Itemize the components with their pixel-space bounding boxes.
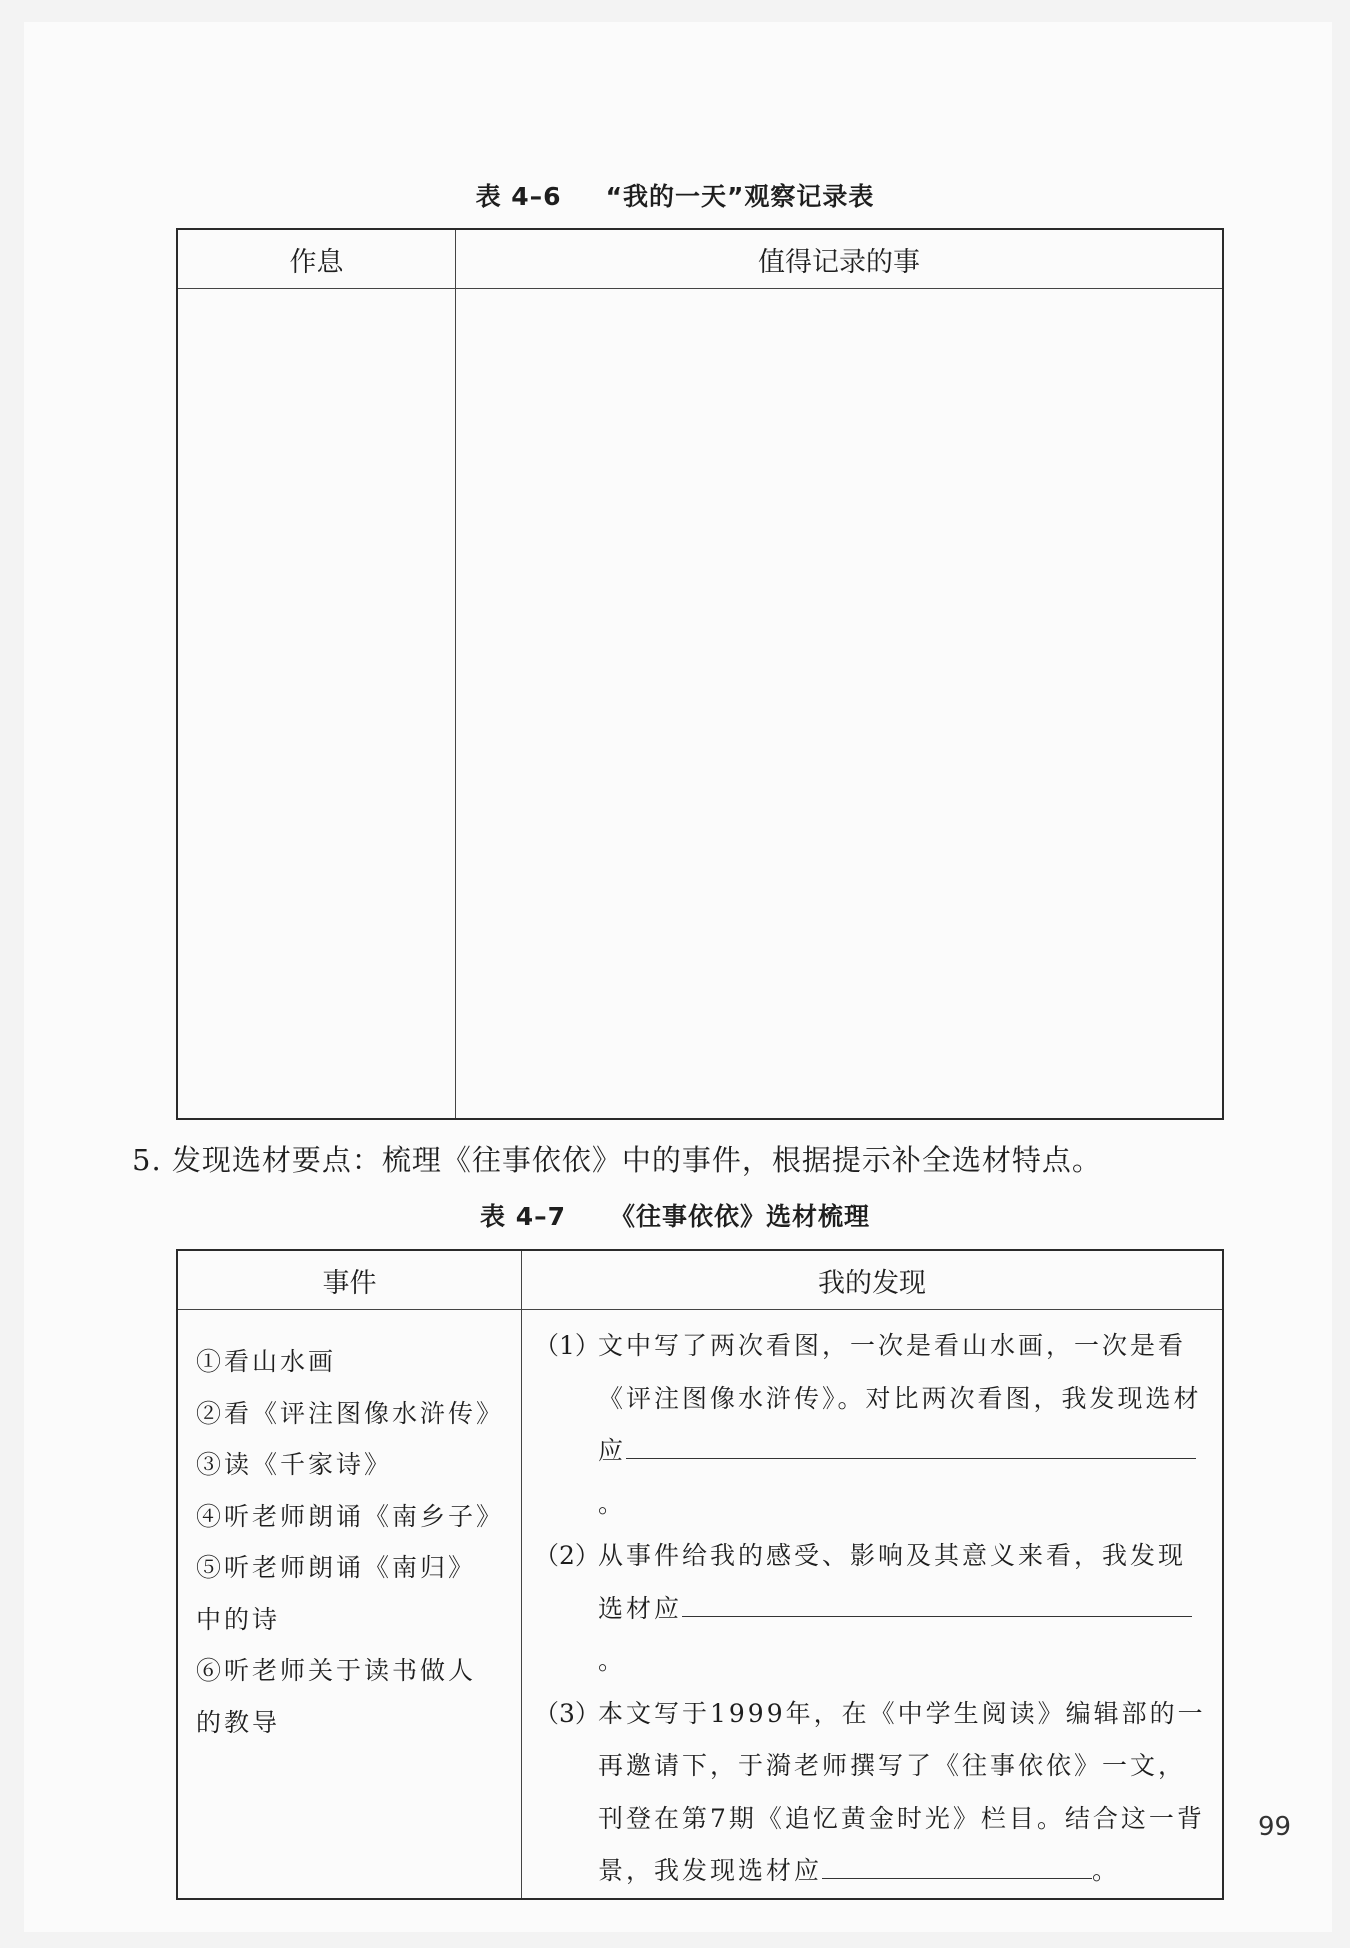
event-item: ②看《评注图像水浒传》 — [196, 1398, 505, 1428]
event-item: ⑤听老师朗诵《南归》中的诗 — [196, 1553, 477, 1634]
event-item: ⑥听老师关于读书做人的教导 — [196, 1656, 477, 1737]
page-number: 99 — [1258, 1812, 1292, 1842]
material-selection-table — [176, 1249, 1224, 1900]
finding-text: 文中写了两次看图，一次是看山水画，一次是看《评注图像水浒传》。对比两次看图，我发现选材应 — [598, 1331, 1202, 1465]
table-4-6-caption — [0, 177, 1350, 213]
notable-events-cell[interactable] — [456, 289, 1224, 1120]
finding-text: 本文写于1999年，在《中学生阅读》编辑部的一再邀请下，于漪老师撰写了《往事依依》一文，刊登在第7期《追忆黄金时光》栏目。结合这一背景，我发现选材应 — [598, 1698, 1206, 1885]
header-schedule: 作息 — [177, 229, 456, 289]
event-item: ①看山水画 — [196, 1347, 337, 1376]
finding-end: 。 — [1092, 1856, 1121, 1885]
header-events: 事件 — [177, 1250, 522, 1310]
table-4-7-caption — [0, 1197, 1350, 1233]
header-my-findings: 我的发现 — [522, 1250, 1224, 1310]
table-4-6-number: 表 4–6 — [475, 182, 562, 211]
finding-end: 。 — [598, 1488, 627, 1518]
answer-blank[interactable] — [626, 1428, 1196, 1459]
finding-end: 。 — [598, 1646, 627, 1675]
event-item: ④听老师朗诵《南乡子》 — [196, 1501, 505, 1531]
observation-record-table — [176, 228, 1224, 1120]
answer-blank[interactable] — [682, 1586, 1192, 1617]
table-4-7-title: 《往事依依》选材梳理 — [609, 1202, 870, 1231]
finding-item-3 — [534, 1688, 1208, 1898]
header-notable-events: 值得记录的事 — [456, 229, 1224, 289]
answer-blank[interactable] — [822, 1848, 1092, 1879]
finding-item-2 — [534, 1530, 1208, 1688]
table-4-6-title: “我的一天”观察记录表 — [605, 182, 875, 211]
schedule-cell[interactable] — [177, 289, 456, 1120]
events-cell — [177, 1310, 522, 1899]
finding-text: 从事件给我的感受、影响及其意义来看，我发现选材应 — [598, 1541, 1187, 1623]
finding-number: （3） — [534, 1698, 600, 1728]
question-5-prompt: 5. 发现选材要点：梳理《往事依依》中的事件，根据提示补全选材特点。 — [132, 1143, 1102, 1177]
finding-number: （1） — [534, 1331, 600, 1360]
findings-cell — [522, 1310, 1224, 1899]
table-4-7-number: 表 4–7 — [479, 1202, 566, 1231]
event-item: ③读《千家诗》 — [196, 1450, 393, 1479]
finding-item-1 — [534, 1320, 1208, 1530]
finding-number: （2） — [534, 1541, 600, 1570]
